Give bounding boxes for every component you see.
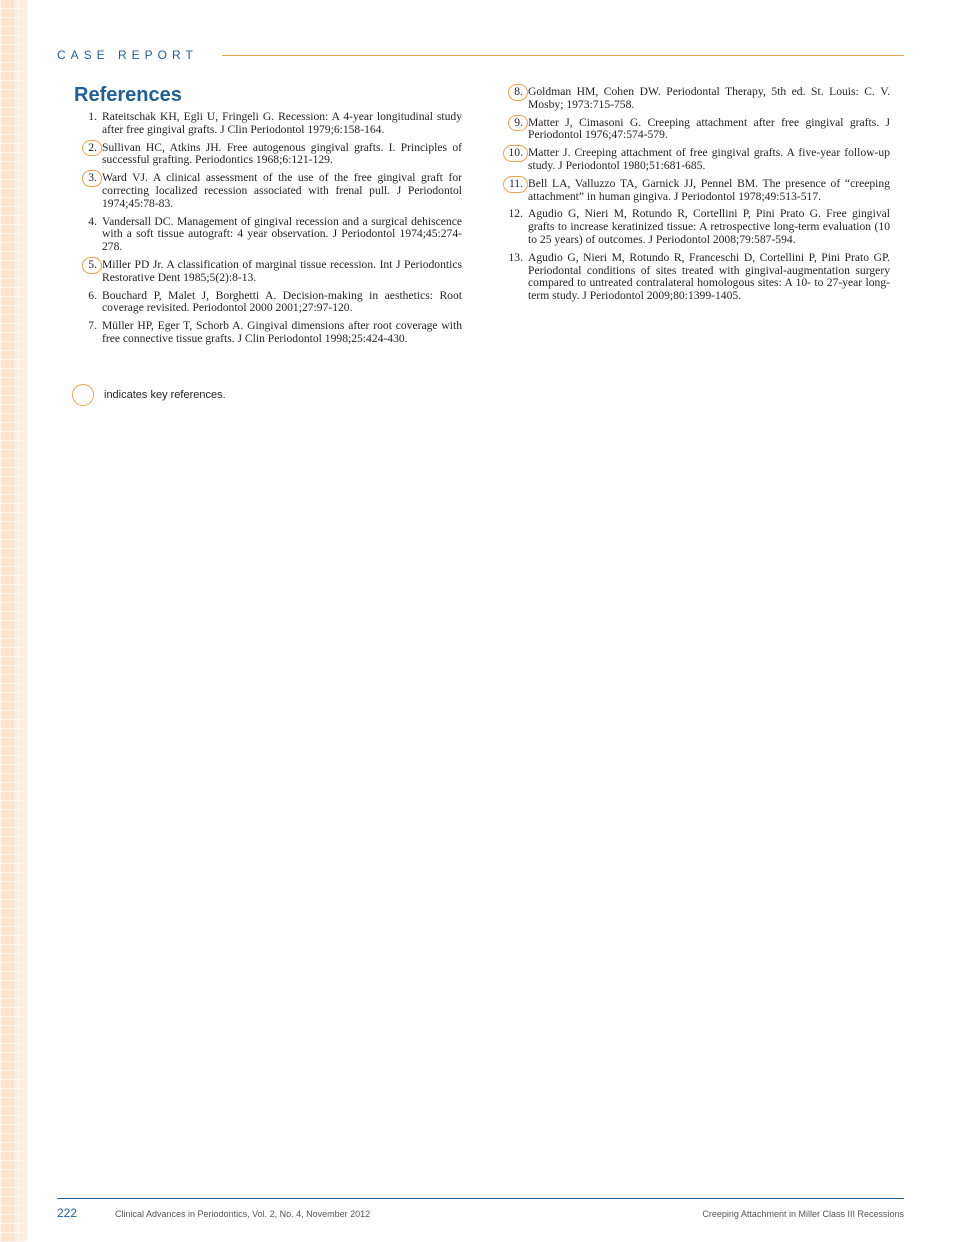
reference-item bbox=[74, 290, 462, 316]
reference-item-key bbox=[74, 142, 462, 168]
reference-item bbox=[74, 216, 462, 254]
reference-text: Vandersall DC. Management of gingival recession and a surgical dehiscence with a soft tissue autograft: 4 year observation. J Periodontol 1974;45:274-278. bbox=[102, 214, 462, 254]
reference-text: Agudio G, Nieri M, Rotundo R, Cortellini P, Pini Prato G. Free gingival grafts to increase keratinized tissue: A retrospective long-term evaluation (10 to 25 years) of outcomes. J Periodontol 2008;79:587-594. bbox=[528, 207, 890, 246]
reference-number: 7. bbox=[88, 319, 97, 333]
reference-item bbox=[74, 111, 462, 137]
footer-rule bbox=[57, 1198, 904, 1199]
reference-text: Goldman HM, Cohen DW. Periodontal Therapy, 5th ed. St. Louis: C. V. Mosby; 1973:715-758. bbox=[528, 85, 890, 111]
reference-text: Matter J. Creeping attachment of free gingival grafts. A five-year follow-up study. J Periodontol 1980;51:681-685. bbox=[528, 146, 890, 172]
references-right-column bbox=[500, 86, 890, 308]
reference-text: Rateitschak KH, Egli U, Fringeli G. Recession: A 4-year longitudinal study after free gingival grafts. J Clin Periodontol 1979;6:158-164. bbox=[102, 110, 462, 136]
running-title: Creeping Attachment in Miller Class III Recessions bbox=[702, 1209, 904, 1219]
reference-text: Agudio G, Nieri M, Rotundo R, Franceschi D, Cortellini P, Pini Prato GP. Periodontal conditions of sites treated with gingival-augmentation surgery compared to untreated contralateral homologous sites: A 10- to 27-year long-term study. J Periodontol 2009;80:1399-1405. bbox=[528, 250, 890, 303]
reference-text: Bell LA, Valluzzo TA, Garnick JJ, Pennel BM. The presence of “creeping attachment” in human gingiva. J Periodontol 1978;49:513-517. bbox=[528, 176, 890, 203]
reference-text: Müller HP, Eger T, Schorb A. Gingival dimensions after root coverage with free connective tissue grafts. J Clin Periodontol 1998;25:424-430. bbox=[102, 319, 462, 345]
reference-text: Sullivan HC, Atkins JH. Free autogenous gingival grafts. I. Principles of successful grafting. Periodontics 1968;6:121-129. bbox=[102, 140, 462, 167]
reference-number: 2. bbox=[74, 142, 102, 157]
reference-number: 8. bbox=[500, 86, 528, 101]
journal-citation: Clinical Advances in Periodontics, Vol. 2, No. 4, November 2012 bbox=[115, 1209, 371, 1219]
reference-number: 5. bbox=[74, 259, 102, 274]
legend-text: indicates key references. bbox=[104, 389, 226, 401]
reference-number: 9. bbox=[500, 117, 528, 132]
references-heading: References bbox=[74, 84, 182, 106]
reference-number: 10. bbox=[500, 147, 528, 162]
section-label: CASE REPORT bbox=[57, 48, 198, 62]
reference-item-key bbox=[500, 147, 890, 173]
header-rule bbox=[222, 55, 904, 56]
reference-text: Bouchard P, Malet J, Borghetti A. Decision-making in aesthetics: Root coverage revisited. Periodontol 2000 2001;27:97-120. bbox=[102, 288, 462, 315]
references-left-column bbox=[74, 111, 462, 351]
reference-number: 3. bbox=[74, 172, 102, 187]
reference-number: 6. bbox=[88, 288, 97, 302]
reference-number: 11. bbox=[500, 178, 528, 193]
reference-item bbox=[500, 252, 890, 303]
key-references-legend bbox=[72, 384, 226, 406]
reference-item-key bbox=[500, 178, 890, 204]
reference-item-key bbox=[74, 172, 462, 210]
circle-icon bbox=[72, 384, 94, 406]
reference-item-key bbox=[500, 86, 890, 112]
side-decoration-band bbox=[0, 0, 28, 1242]
reference-number: 4. bbox=[88, 214, 97, 228]
page-number: 222 bbox=[57, 1206, 78, 1220]
reference-text: Miller PD Jr. A classification of marginal tissue recession. Int J Periodontics Restorative Dent 1985;5(2):8-13. bbox=[102, 257, 462, 284]
reference-number: 1. bbox=[88, 110, 97, 123]
reference-number: 13. bbox=[508, 250, 523, 264]
reference-item bbox=[500, 208, 890, 246]
reference-number: 12. bbox=[508, 207, 523, 221]
reference-text: Ward VJ. A clinical assessment of the use of the free gingival graft for correcting localized recession associated with frenal pull. J Periodontol 1974;45:78-83. bbox=[102, 171, 462, 210]
reference-item bbox=[74, 320, 462, 346]
reference-item-key bbox=[500, 117, 890, 143]
reference-text: Matter J, Cimasoni G. Creeping attachment after free gingival grafts. J Periodontol 1976;47:574-579. bbox=[528, 115, 890, 142]
reference-item-key bbox=[74, 259, 462, 285]
